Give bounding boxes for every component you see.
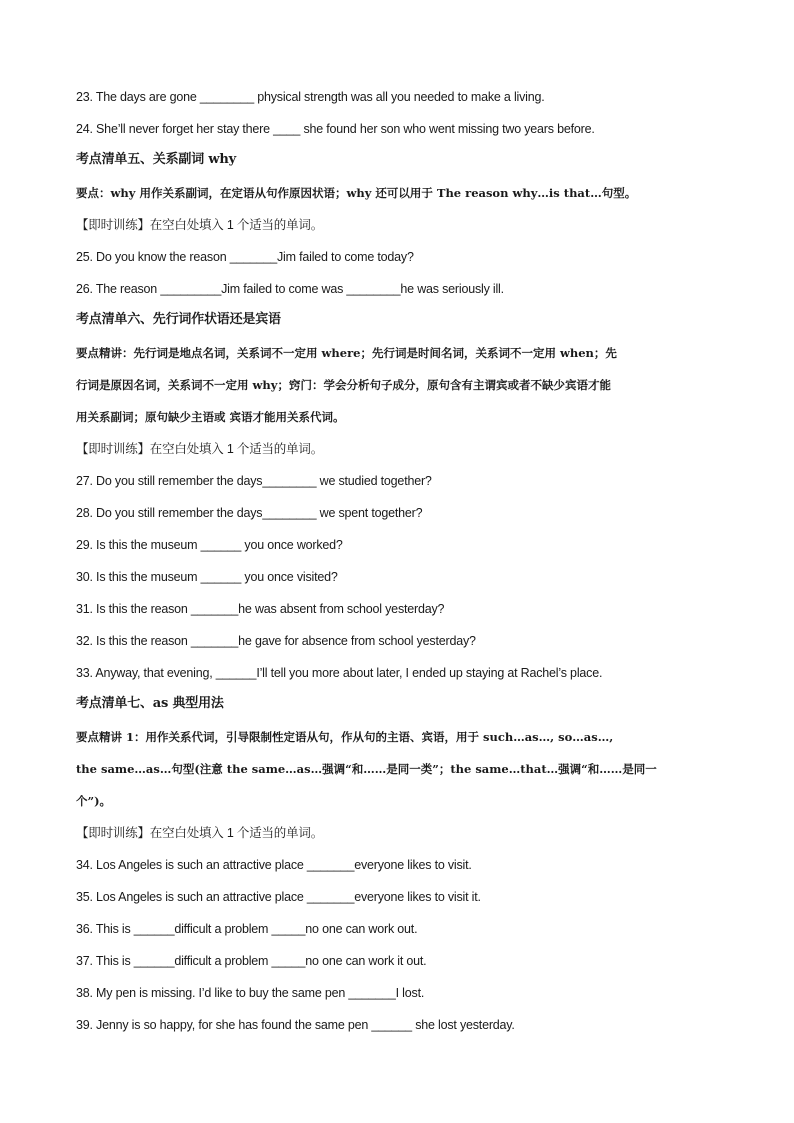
key-point-text: 用关系副词；原句缺少主语或 宾语才能用关系代词。 bbox=[76, 410, 345, 424]
key-point-text: 要点：why 用作关系副词，在定语从句作原因状语；why 还可以用于 The reason why…is that…句型。 bbox=[76, 186, 637, 200]
key-point-text: 要点精讲 1：用作关系代词，引导限制性定语从句，作从句的主语、宾语，用于 such…as…, so…as…, bbox=[76, 730, 614, 744]
question-31: 31. Is this the reason _______he was absent from school yesterday? bbox=[76, 602, 445, 616]
section-heading-5: 考点清单五、关系副词 why bbox=[76, 152, 236, 167]
question-27: 27. Do you still remember the days________ we studied together? bbox=[76, 474, 432, 488]
question-34: 34. Los Angeles is such an attractive place _______everyone likes to visit. bbox=[76, 858, 472, 872]
question-39: 39. Jenny is so happy, for she has found the same pen ______ she lost yesterday. bbox=[76, 1018, 515, 1032]
question-30: 30. Is this the museum ______ you once visited? bbox=[76, 570, 338, 584]
practice-instruction: 【即时训练】在空白处填入 1 个适当的单词。 bbox=[76, 442, 323, 456]
question-23: 23. The days are gone ________ physical strength was all you needed to make a living. bbox=[76, 90, 545, 104]
question-25: 25. Do you know the reason _______Jim failed to come today? bbox=[76, 250, 414, 264]
question-38: 38. My pen is missing. I’d like to buy the same pen _______I lost. bbox=[76, 986, 425, 1000]
question-26: 26. The reason _________Jim failed to come was ________he was seriously ill. bbox=[76, 282, 504, 296]
section-heading-6: 考点清单六、先行词作状语还是宾语 bbox=[76, 312, 281, 327]
question-37: 37. This is ______difficult a problem _____no one can work it out. bbox=[76, 954, 427, 968]
question-32: 32. Is this the reason _______he gave for absence from school yesterday? bbox=[76, 634, 476, 648]
question-29: 29. Is this the museum ______ you once worked? bbox=[76, 538, 343, 552]
question-24: 24. She’ll never forget her stay there ____ she found her son who went missing two years before. bbox=[76, 122, 595, 136]
practice-instruction: 【即时训练】在空白处填入 1 个适当的单词。 bbox=[76, 826, 323, 840]
section-heading-7: 考点清单七、as 典型用法 bbox=[76, 696, 224, 711]
question-33: 33. Anyway, that evening, ______I’ll tell you more about later, I ended up staying at Rachel’s place. bbox=[76, 666, 603, 680]
key-point-text: 个”)。 bbox=[76, 794, 112, 808]
question-35: 35. Los Angeles is such an attractive place _______everyone likes to visit it. bbox=[76, 890, 481, 904]
question-28: 28. Do you still remember the days________ we spent together? bbox=[76, 506, 423, 520]
key-point-text: 行词是原因名词，关系词不一定用 why；窍门：学会分析句子成分，原句含有主谓宾或者不缺少宾语才能 bbox=[76, 378, 611, 392]
question-36: 36. This is ______difficult a problem _____no one can work out. bbox=[76, 922, 418, 936]
practice-instruction: 【即时训练】在空白处填入 1 个适当的单词。 bbox=[76, 218, 323, 232]
key-point-text: 要点精讲：先行词是地点名词，关系词不一定用 where；先行词是时间名词，关系词不一定用 when；先 bbox=[76, 346, 617, 360]
key-point-text: the same…as…句型(注意 the same…as…强调“和……是同一类”；the same…that…强调“和……是同一 bbox=[76, 762, 657, 776]
